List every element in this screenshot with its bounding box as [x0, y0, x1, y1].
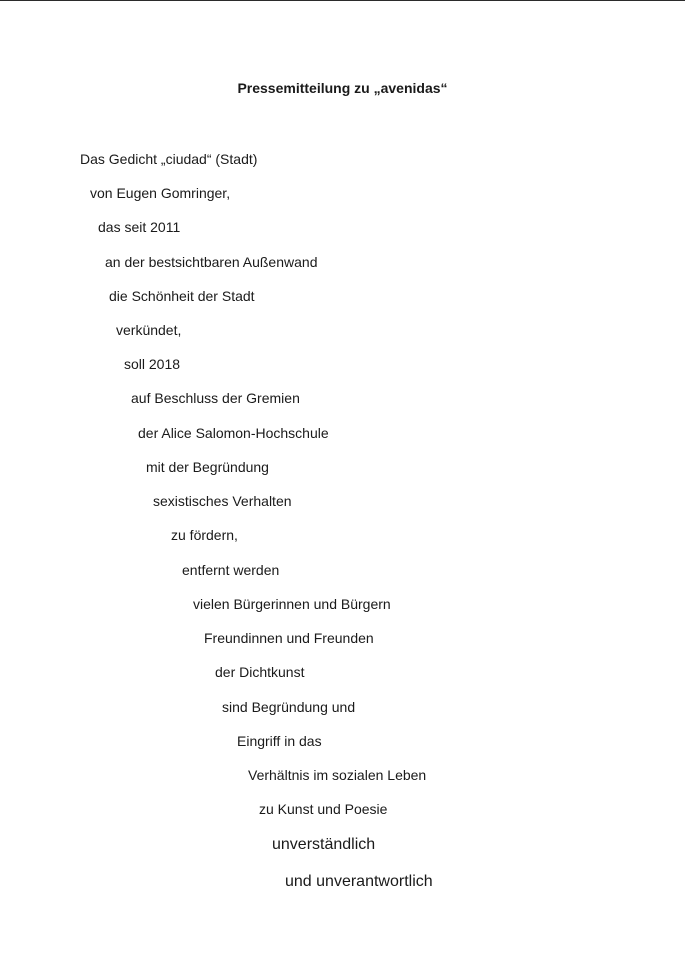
poem-line: zu fördern, — [171, 527, 238, 543]
poem-line: an der bestsichtbaren Außenwand — [105, 254, 318, 270]
poem-line: die Schönheit der Stadt — [109, 288, 255, 304]
poem-line: Eingriff in das — [237, 733, 322, 749]
poem-line: vielen Bürgerinnen und Bürgern — [193, 596, 391, 612]
poem-line: soll 2018 — [124, 356, 181, 372]
poem-line: von Eugen Gomringer, — [90, 185, 231, 201]
page-top-border — [0, 0, 685, 1]
poem-line: sind Begründung und — [222, 699, 356, 715]
poem-line: unverständlich — [272, 836, 376, 853]
poem-line: mit der Begründung — [146, 459, 269, 475]
poem-line: auf Beschluss der Gremien — [131, 390, 300, 406]
poem-line: der Dichtkunst — [215, 664, 305, 680]
poem-line: verkündet, — [116, 322, 182, 338]
poem-line: zu Kunst und Poesie — [259, 801, 388, 817]
poem-line: entfernt werden — [182, 562, 280, 578]
poem-line: der Alice Salomon-Hochschule — [138, 425, 329, 441]
poem-line: Freundinnen und Freunden — [204, 630, 374, 646]
poem-line: das seit 2011 — [98, 219, 181, 235]
poem-line: und unverantwortlich — [285, 873, 433, 890]
poem-line: Das Gedicht „ciudad“ (Stadt) — [80, 151, 258, 167]
poem-line: sexistisches Verhalten — [153, 493, 292, 509]
poem-line: Verhältnis im sozialen Leben — [248, 767, 427, 783]
document-title: Pressemitteilung zu „avenidas“ — [237, 80, 448, 96]
